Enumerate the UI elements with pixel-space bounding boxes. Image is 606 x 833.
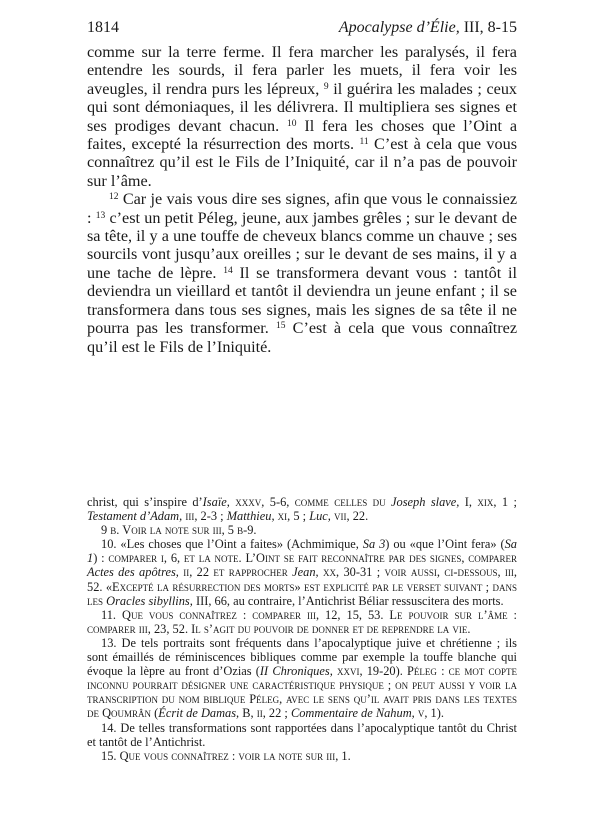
page-number: 1814 [87,19,119,36]
note-citation: Actes des apôtres, [87,565,179,580]
note-citation: Sa 1 [87,537,517,566]
note-citation: Jean, [292,565,319,580]
text-span: C’est à cela que vous connaîtrez qu’il est le Fils de l’Iniquité. [87,319,518,356]
text-span: comme sur la terre ferme. Il fera marcher les paralysés, il fera entendre les sourds, il fera parler les muets, il fera voir les aveugles, il rendra purs les lépreux, [87,43,517,98]
note-text: xi, 5 ; [277,509,307,524]
paragraph-2 [87,190,517,356]
note-continuation [87,495,517,523]
text-span: il guérira les malades ; ceux qui sont démoniaques, il les délivrera. Il multipliera ses signes et ses prodiges devant chacun. [87,79,518,135]
note-text: ) ou «que l’Oint fera» ( [385,537,505,552]
text-span: c’est un petit Péleg, jeune, aux jambes grêles ; sur le devant de sa tête, il y a une touffe de cheveux blancs comme un chauve ; ses sourcils vont jusqu’aux oreilles ; sur le devant de ses mains, il y a une tache de lèpre. [87,208,518,282]
note-15: 15. Que vous connaîtrez : voir la note sur iii, 1. [101,748,351,763]
note-11: 11. Que vous connaîtrez : comparer iii, 12, 15, 53. Le pouvoir sur l’âme : comparer iii, 23, 52. Il s’agit du pouvoir de donner et de reprendre la vie. [87,607,517,636]
text-span: C’est à cela que vous connaîtrez qu’il est le Fils de l’Iniquité, car il n’a pas de pouvoir sur l’âme. [87,135,517,190]
note-text: 13. De tels portraits sont fréquents dans l’apocalyptique juive et chrétienne ; ils sont émaillés de réminiscences bibliques comme par exemple la touffe blanche qui évoque la lèpre au front d’Ozias ( [87,635,517,679]
note-text: vii, 22. [334,509,369,524]
running-title [339,18,517,38]
text-span: Il fera les choses que l’Oint a faites, excepté la résurrection des morts. [87,116,518,154]
running-title-text: Apocalypse d’Élie, [338,19,460,36]
note-citation: II Chroniques, [259,664,333,679]
note-citation: Luc, [309,509,331,524]
note-citation: Matthieu, [226,509,275,524]
note-text: iii, 2-3 ; [185,509,224,524]
verse-number: 13 [95,210,106,221]
note-text: B, ii, 22 ; [242,706,288,721]
note-10 [87,537,517,607]
verse-number: 10 [287,118,297,129]
note-text: xxxv, 5-6, comme celles du [235,495,386,509]
note-citation: Testament d’Adam, [87,509,183,524]
note-text: xxvi, 19-20). Péleg : ce mot copte inconnu pourrait désigner une caractéristique physique ; on peut aussi y voir la transcription du nom biblique Péleg, avec le sens qu’il avait pris dans les textes de Qoumrân ( [87,664,517,721]
verse-number: 12 [109,192,119,203]
page [87,18,517,356]
note-citation: Joseph slave, [391,495,460,509]
main-text [87,43,517,356]
footnotes [87,495,517,763]
note-citation: Écrit de Damas, [158,706,240,721]
note-citation: Oracles sibyllins, [106,593,193,608]
verse-number: 9 [323,81,329,92]
note-text: christ, qui s’inspire d’ [87,495,203,509]
running-reference: III, 8-15 [463,19,517,36]
note-13 [87,636,517,721]
note-text: ) : comparer i, 6, et la note. L’Oint se fait reconnaître par des signes, comparer [93,551,517,566]
paragraph-1 [87,43,517,190]
verse-number: 14 [223,265,233,276]
note-14: 14. De telles transformations sont rapportées dans l’apocalyptique tantôt du Christ et tantôt de l’Antichrist. [87,720,517,749]
note-text: ii, 22 et rapprocher [183,565,288,580]
verse-number: 11 [359,137,369,148]
text-span: Car je vais vous dire ses signes, afin que vous le connaissiez : [87,190,518,227]
note-citation: Commentaire de Nahum, [290,706,415,721]
text-span: Il se transformera devant vous : tantôt il deviendra un vieillard et tantôt il deviendra un jeune enfant ; il se transformera dans tous ses signes, mais les signes de sa tête il ne pourra pas les transformer. [87,263,517,338]
note-text: I, xix, 1 ; [464,495,517,509]
note-text: xx, 30-31 ; voir aussi, ci-dessous, iii, 52. «Excepté la résurrection des morts» est explicité par le verset suivant ; dans les [87,565,517,608]
verse-number: 15 [276,321,286,332]
note-citation: Isaïe, [202,495,230,509]
note-text: v, 1). [417,706,444,721]
note-text: III, 66, au contraire, l’Antichrist Béliar ressuscitera des morts. [195,593,504,608]
running-header [87,18,517,38]
note-citation: Sa 3 [362,537,386,552]
note-text: 10. «Les choses que l’Oint a faites» (Achmimique, [101,537,359,552]
note-9b: 9 b. Voir la note sur iii, 5 b-9. [101,523,257,538]
